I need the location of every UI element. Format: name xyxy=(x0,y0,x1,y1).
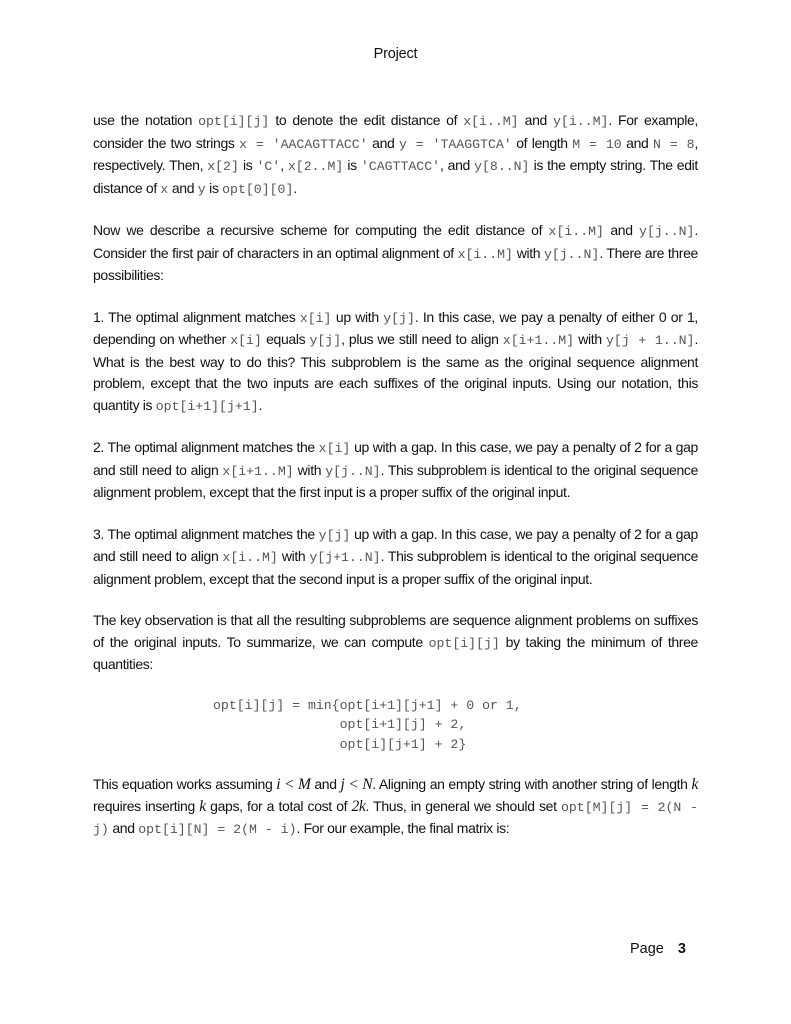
page-footer xyxy=(630,941,686,957)
text: equals xyxy=(261,331,310,347)
inline-code: x[i..M] xyxy=(457,246,513,262)
math-expression: k xyxy=(199,797,206,815)
math-expression: 2k xyxy=(351,797,366,815)
inline-code: opt[i][j] xyxy=(428,635,500,651)
inline-code: opt[M][j] = 2(N - j) xyxy=(93,799,698,837)
text: . Consider the first pair of characters in an optimal alignment of xyxy=(93,222,698,261)
equation-line: opt[i][j+1] + 2} xyxy=(213,736,467,752)
text: and xyxy=(108,820,139,836)
inline-code: x[i..M] xyxy=(222,550,278,565)
text: 1. The optimal alignment matches xyxy=(93,308,300,325)
text: use the notation xyxy=(93,112,199,128)
inline-code: y[i..M] xyxy=(553,114,609,129)
page-number: 3 xyxy=(677,941,686,957)
math-expression: j < N xyxy=(340,776,373,793)
inline-code: x[i] xyxy=(230,333,262,348)
text: is xyxy=(238,157,257,173)
text: . What is the best way to do this? This subproblem is the same as the original sequence alignment problem, except that the two inputs are each suffixes of the original inputs. Using our notation, this quantity is xyxy=(93,331,698,413)
text: . xyxy=(258,396,263,413)
inline-code: y[j] xyxy=(383,310,415,326)
text: and xyxy=(518,112,553,128)
text: requires inserting xyxy=(93,797,200,814)
text: with xyxy=(574,331,606,347)
paragraph-case-2 xyxy=(93,437,698,504)
recurrence-equation xyxy=(213,696,698,755)
inline-code: y[j..N] xyxy=(639,224,695,239)
text: and xyxy=(168,179,198,196)
inline-code: y[j..N] xyxy=(543,246,600,262)
text: 2. The optimal alignment matches the xyxy=(93,439,319,455)
math-expression: k xyxy=(691,776,698,793)
paragraph-recursive-scheme xyxy=(93,220,698,287)
inline-code: y[j+1..N] xyxy=(309,550,381,565)
inline-code: x xyxy=(160,181,169,197)
inline-code: opt[i][N] = 2(M - i) xyxy=(138,822,297,837)
text: with xyxy=(277,548,310,564)
text: The key observation is that all the resulting subproblems are sequence alignment problems on suffixes of the original inputs. To summarize, we can compute xyxy=(93,612,698,650)
paragraph-key-observation xyxy=(93,610,698,676)
text: . Thus, in general we should set xyxy=(365,797,561,814)
text: . Aligning an empty string with another string of length xyxy=(372,776,692,792)
text: Now we describe a recursive scheme for computing the edit distance of xyxy=(93,222,549,238)
text: . In this case, we pay a penalty of either 0 or 1, depending on whether xyxy=(93,308,698,347)
text: to denote the edit distance of xyxy=(269,112,464,128)
inline-code: opt[0][0] xyxy=(222,181,294,197)
text: This equation works assuming xyxy=(93,776,277,792)
text: . This subproblem is identical to the original sequence alignment problem, except that the second input is a proper suffix of the original input. xyxy=(93,548,699,587)
inline-code: y xyxy=(197,181,206,197)
inline-code: y[j] xyxy=(318,527,351,543)
text: . xyxy=(293,179,297,196)
text: . There are three possibilities: xyxy=(93,244,698,283)
inline-code: y[j] xyxy=(309,333,342,348)
document-body xyxy=(93,110,698,861)
inline-code: N = 8 xyxy=(653,136,695,152)
text: with xyxy=(512,244,544,261)
inline-code: 'C' xyxy=(256,159,281,174)
inline-code: opt[i][j] xyxy=(198,114,270,129)
text: , and xyxy=(440,157,475,173)
text: is xyxy=(343,157,361,173)
text: gaps, for a total cost of xyxy=(205,797,352,814)
text: 3. The optimal alignment matches the xyxy=(93,525,319,542)
inline-code: M = 10 xyxy=(572,136,622,152)
text: with xyxy=(293,461,326,478)
text: up with xyxy=(331,308,384,325)
page-label: Page xyxy=(630,941,664,957)
equation-line: opt[i][j] = min{opt[i+1][j+1] + 0 or 1, xyxy=(213,697,522,713)
paragraph-base-cases xyxy=(93,774,698,841)
inline-code: y[j..N] xyxy=(325,463,381,479)
text: up with a gap. In this case, we pay a penalty of 2 for a gap and still need to align xyxy=(93,525,698,564)
text: and xyxy=(621,134,653,151)
text: by taking the minimum of three quantities: xyxy=(93,633,698,672)
inline-code: x[i] xyxy=(318,441,351,456)
text: of length xyxy=(511,134,573,151)
inline-code: x[i+1..M] xyxy=(502,333,575,348)
inline-code: opt[i+1][j+1] xyxy=(155,398,259,414)
text: and xyxy=(603,222,640,238)
inline-code: x[2] xyxy=(207,159,239,174)
inline-code: 'CAGTTACC' xyxy=(360,159,441,174)
text: . For example, consider the two strings xyxy=(93,112,698,151)
inline-code: x[i..M] xyxy=(548,224,604,239)
inline-code: x[2..M] xyxy=(287,159,344,174)
text: is the empty string. The edit distance of xyxy=(93,157,698,196)
inline-code: y = 'TAAGGTCA' xyxy=(398,136,512,152)
inline-code: y[j + 1..N] xyxy=(606,333,695,348)
page-header-title: Project xyxy=(373,46,418,62)
text: . For our example, the final matrix is: xyxy=(296,820,510,836)
inline-code: x[i+1..M] xyxy=(222,463,294,479)
inline-code: x[i..M] xyxy=(463,114,519,129)
text: up with a gap. In this case, we pay a penalty of 2 for a gap and still need to align xyxy=(93,439,698,478)
text: and xyxy=(367,134,399,151)
text: . This subproblem is identical to the original sequence alignment problem, except that the first input is a proper suffix of the original input. xyxy=(93,461,699,500)
text: , respectively. Then, xyxy=(93,134,699,173)
text: , plus we still need to align xyxy=(341,331,503,347)
math-expression: i < M xyxy=(276,776,311,793)
text: and xyxy=(310,776,341,792)
inline-code: y[8..N] xyxy=(474,159,530,174)
inline-code: x = 'AACAGTTACC' xyxy=(239,136,368,152)
paragraph-notation xyxy=(93,110,698,200)
inline-code: x[i] xyxy=(299,310,332,326)
paragraph-case-1 xyxy=(93,307,698,418)
paragraph-case-3 xyxy=(93,524,698,591)
text: , xyxy=(280,157,288,173)
text: is xyxy=(205,179,223,196)
equation-line: opt[i+1][j] + 2, xyxy=(213,717,467,732)
